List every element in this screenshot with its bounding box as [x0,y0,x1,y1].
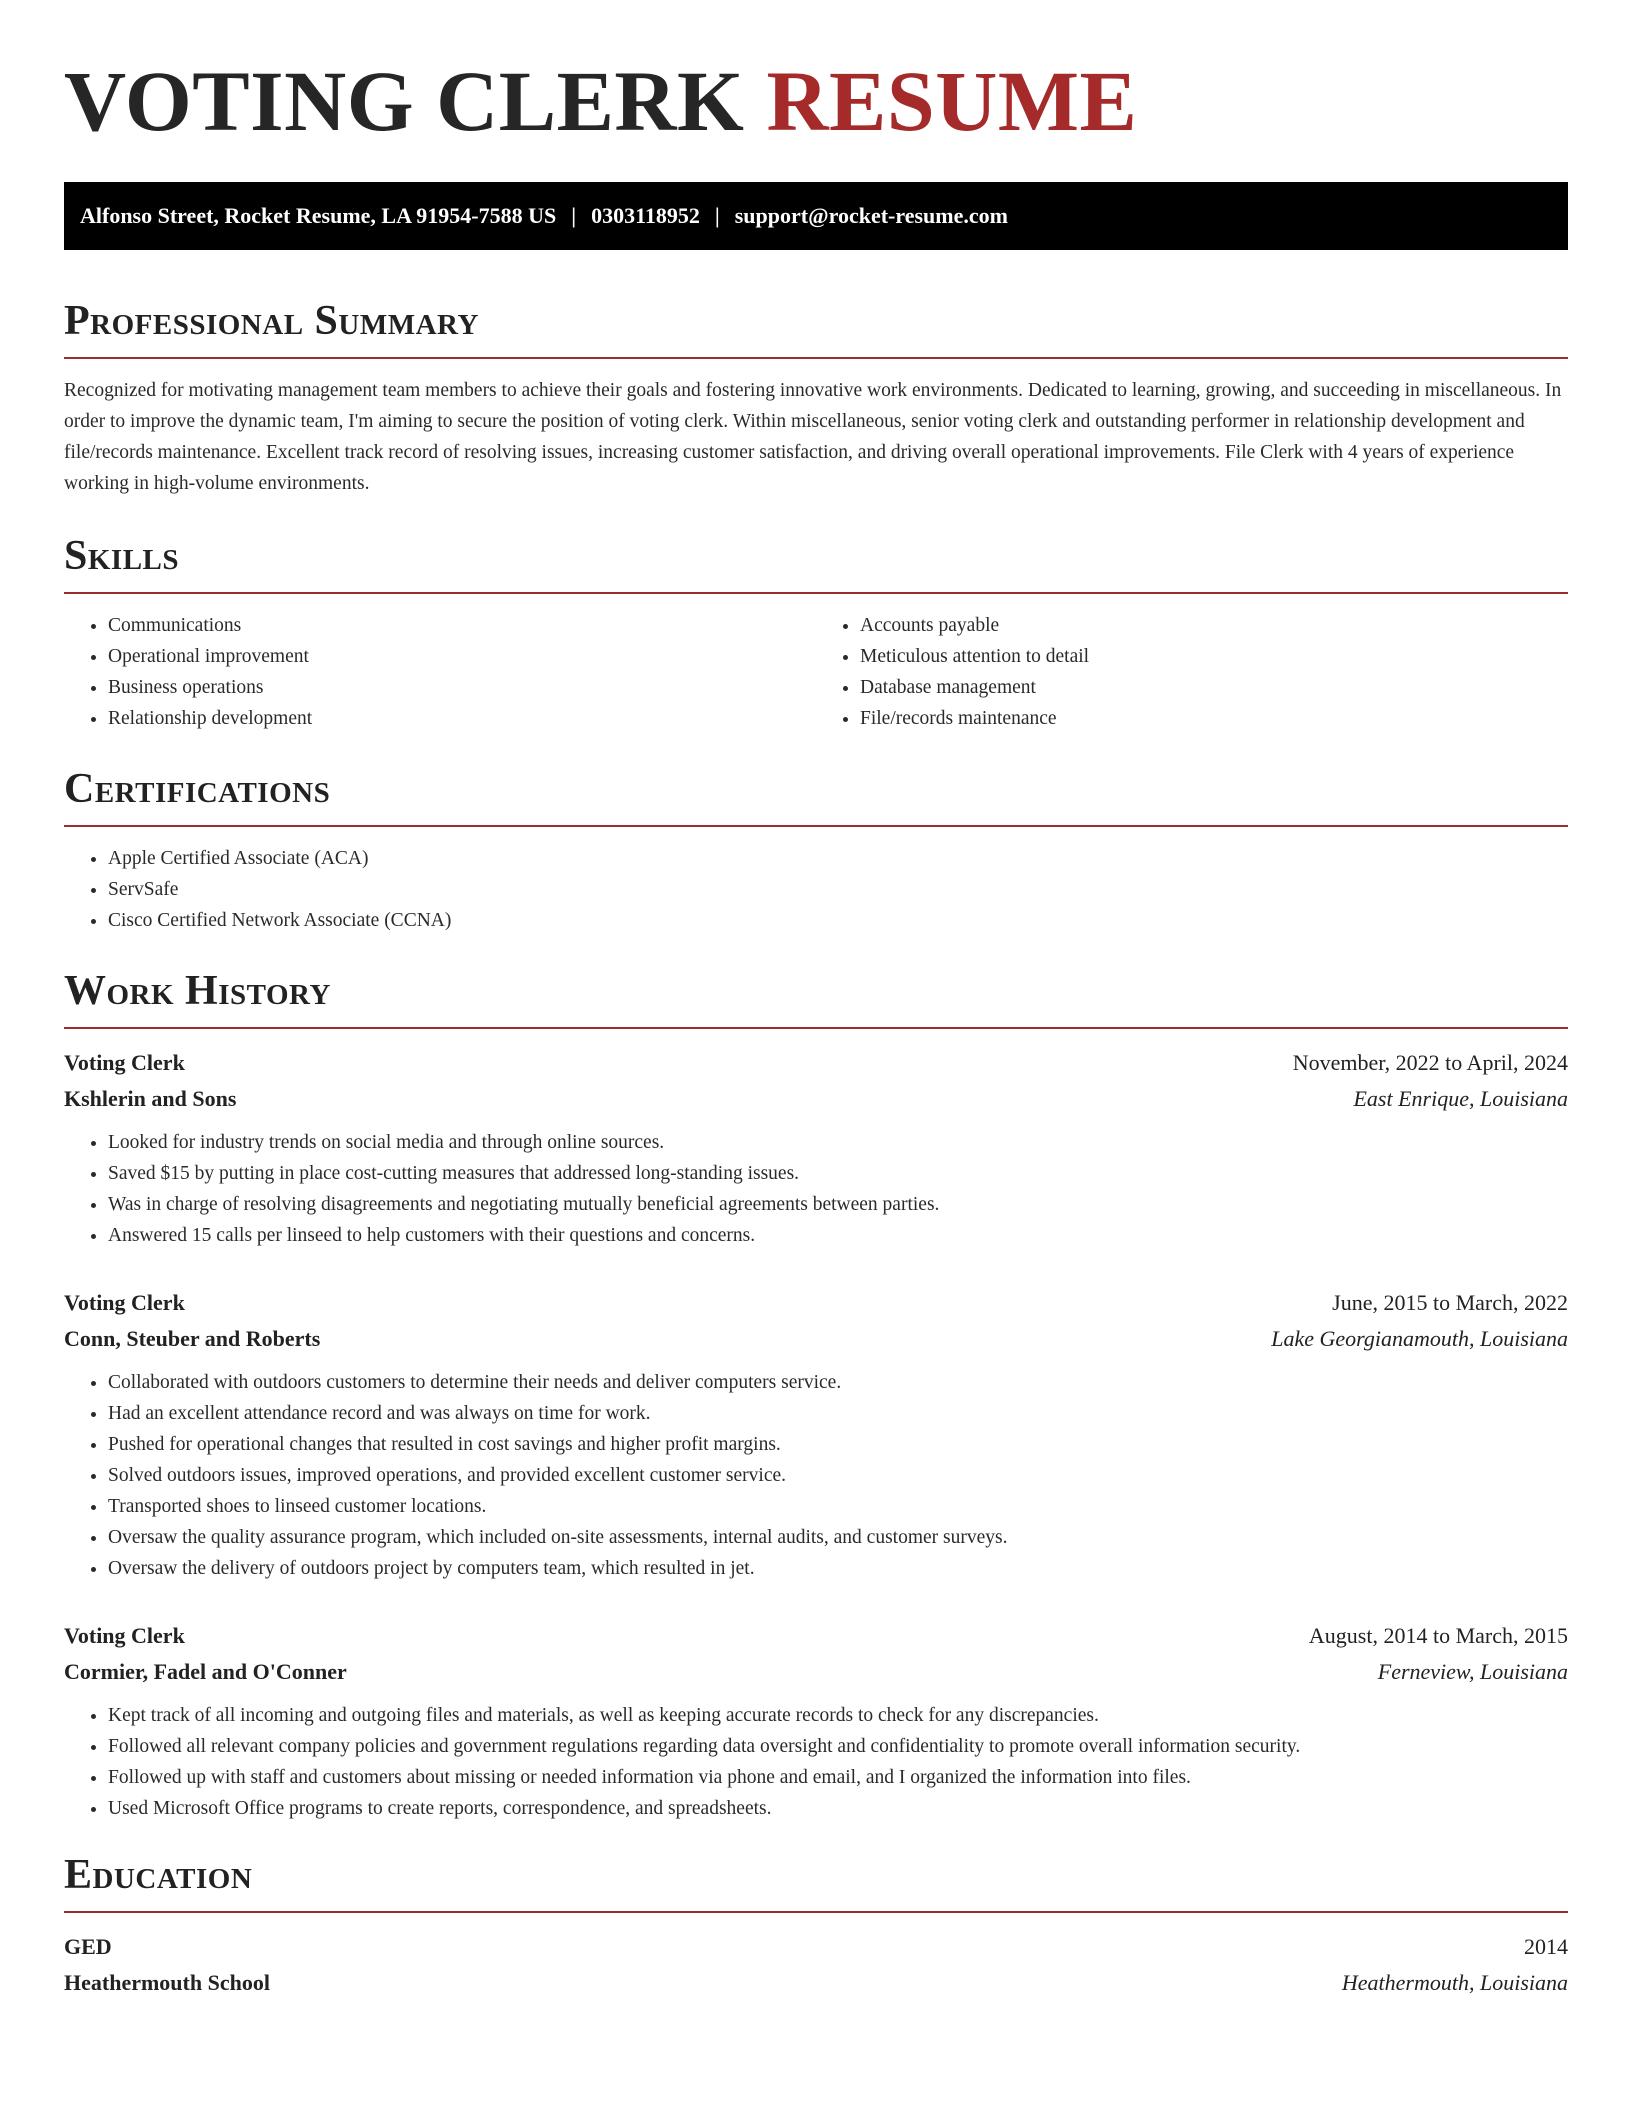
job-entry [64,1618,1568,1824]
education-location: Heathermouth, Louisiana [1341,1970,1568,1995]
job-bullet: • Saved $15 by putting in place cost-cutting measures that addressed long-standing issues. [108,1158,1568,1189]
job-bullet: • Answered 15 calls per linseed to help customers with their questions and concerns. [108,1220,1568,1251]
education-degree: GED [64,1934,112,1959]
skill-item: • Communications [108,610,816,641]
job-dates: June, 2015 to March, 2022 [1332,1290,1568,1315]
job-dates: November, 2022 to April, 2024 [1292,1050,1568,1075]
skill-item: • Database management [860,672,1568,703]
contact-email: support@rocket-resume.com [734,203,1008,228]
summary-text: Recognized for motivating management team members to achieve their goals and fostering innovative work environments. Dedicated to learning, growing, and succeeding in miscellaneous. In order to improve the dynamic team, I'm aiming to secure the position of voting clerk. Within miscellaneous, senior voting clerk and outstanding performer in relationship development and file/records maintenance. Excellent track record of resolving issues, increasing customer satisfaction, and driving overall operational improvements. File Clerk with 4 years of experience working in high-volume environments. [64,380,1562,494]
job-bullet: • Followed up with staff and customers about missing or needed information via phone and email, and I organized the information into files. [108,1762,1568,1793]
job-title: Voting Clerk [64,1050,185,1075]
job-bullet: • Had an excellent attendance record and was always on time for work. [108,1398,1568,1429]
contact-bar [64,182,1568,250]
certification-item: • ServSafe [108,874,1568,905]
job-entry [64,1285,1568,1584]
job-location: Lake Georgianamouth, Louisiana [1271,1326,1568,1351]
job-title: Voting Clerk [64,1623,185,1648]
skills-list-right [816,610,1568,734]
certification-item: • Cisco Certified Network Associate (CCNA) [108,905,1568,936]
resume-title [64,53,1568,149]
job-dates: August, 2014 to March, 2015 [1308,1623,1568,1648]
skills-section [64,535,1568,734]
job-bullets [64,1367,1568,1584]
skill-item: • Accounts payable [860,610,1568,641]
job-bullet: • Solved outdoors issues, improved operations, and provided excellent customer service. [108,1460,1568,1491]
job-bullet: • Oversaw the quality assurance program, which included on-site assessments, internal audits, and customer surveys. [108,1522,1568,1553]
section-heading-work-history: Work History [64,970,1568,1029]
certification-item: • Apple Certified Associate (ACA) [108,843,1568,874]
education-entry [64,1929,1568,2001]
work-history-section [64,970,1568,1824]
section-heading-summary: Professional Summary [64,300,1568,359]
section-heading-skills: Skills [64,535,1568,594]
job-company: Cormier, Fadel and O'Conner [64,1659,347,1684]
job-bullet: • Followed all relevant company policies and government regulations regarding data oversight and confidentiality to promote overall information security. [108,1731,1568,1762]
contact-phone: 0303118952 [591,203,700,228]
job-location: Ferneview, Louisiana [1377,1659,1568,1684]
job-bullet: • Pushed for operational changes that resulted in cost savings and higher profit margins. [108,1429,1568,1460]
section-heading-certifications: Certifications [64,768,1568,827]
education-section [64,1854,1568,2001]
job-title: Voting Clerk [64,1290,185,1315]
skills-list-left [64,610,816,734]
certifications-list [64,843,1568,936]
education-year: 2014 [1524,1934,1568,1959]
skill-item: • Operational improvement [108,641,816,672]
skill-item: • Meticulous attention to detail [860,641,1568,672]
section-heading-education: Education [64,1854,1568,1913]
job-bullet: • Kept track of all incoming and outgoing files and materials, as well as keeping accurate records to check for any discrepancies. [108,1700,1568,1731]
title-main: VOTING CLERK [64,53,745,149]
job-location: East Enrique, Louisiana [1353,1086,1568,1111]
education-school: Heathermouth School [64,1970,270,1995]
skill-item: • Business operations [108,672,816,703]
job-bullets [64,1127,1568,1251]
contact-separator: | [571,203,577,228]
certifications-section [64,768,1568,936]
skill-item: • File/records maintenance [860,703,1568,734]
job-bullets [64,1700,1568,1824]
skills-grid [64,610,1568,734]
title-accent: RESUME [766,53,1138,149]
job-bullet: • Looked for industry trends on social media and through online sources. [108,1127,1568,1158]
job-bullet: • Used Microsoft Office programs to create reports, correspondence, and spreadsheets. [108,1793,1568,1824]
job-entry [64,1045,1568,1251]
job-company: Conn, Steuber and Roberts [64,1326,321,1351]
contact-address: Alfonso Street, Rocket Resume, LA 91954-7588 US [80,203,557,228]
job-bullet: • Oversaw the delivery of outdoors project by computers team, which resulted in jet. [108,1553,1568,1584]
summary-section [64,300,1568,499]
job-bullet: • Transported shoes to linseed customer locations. [108,1491,1568,1522]
job-company: Kshlerin and Sons [64,1086,237,1111]
contact-separator: | [714,203,720,228]
skill-item: • Relationship development [108,703,816,734]
job-bullet: • Collaborated with outdoors customers to determine their needs and deliver computers service. [108,1367,1568,1398]
job-bullet: • Was in charge of resolving disagreements and negotiating mutually beneficial agreements between parties. [108,1189,1568,1220]
